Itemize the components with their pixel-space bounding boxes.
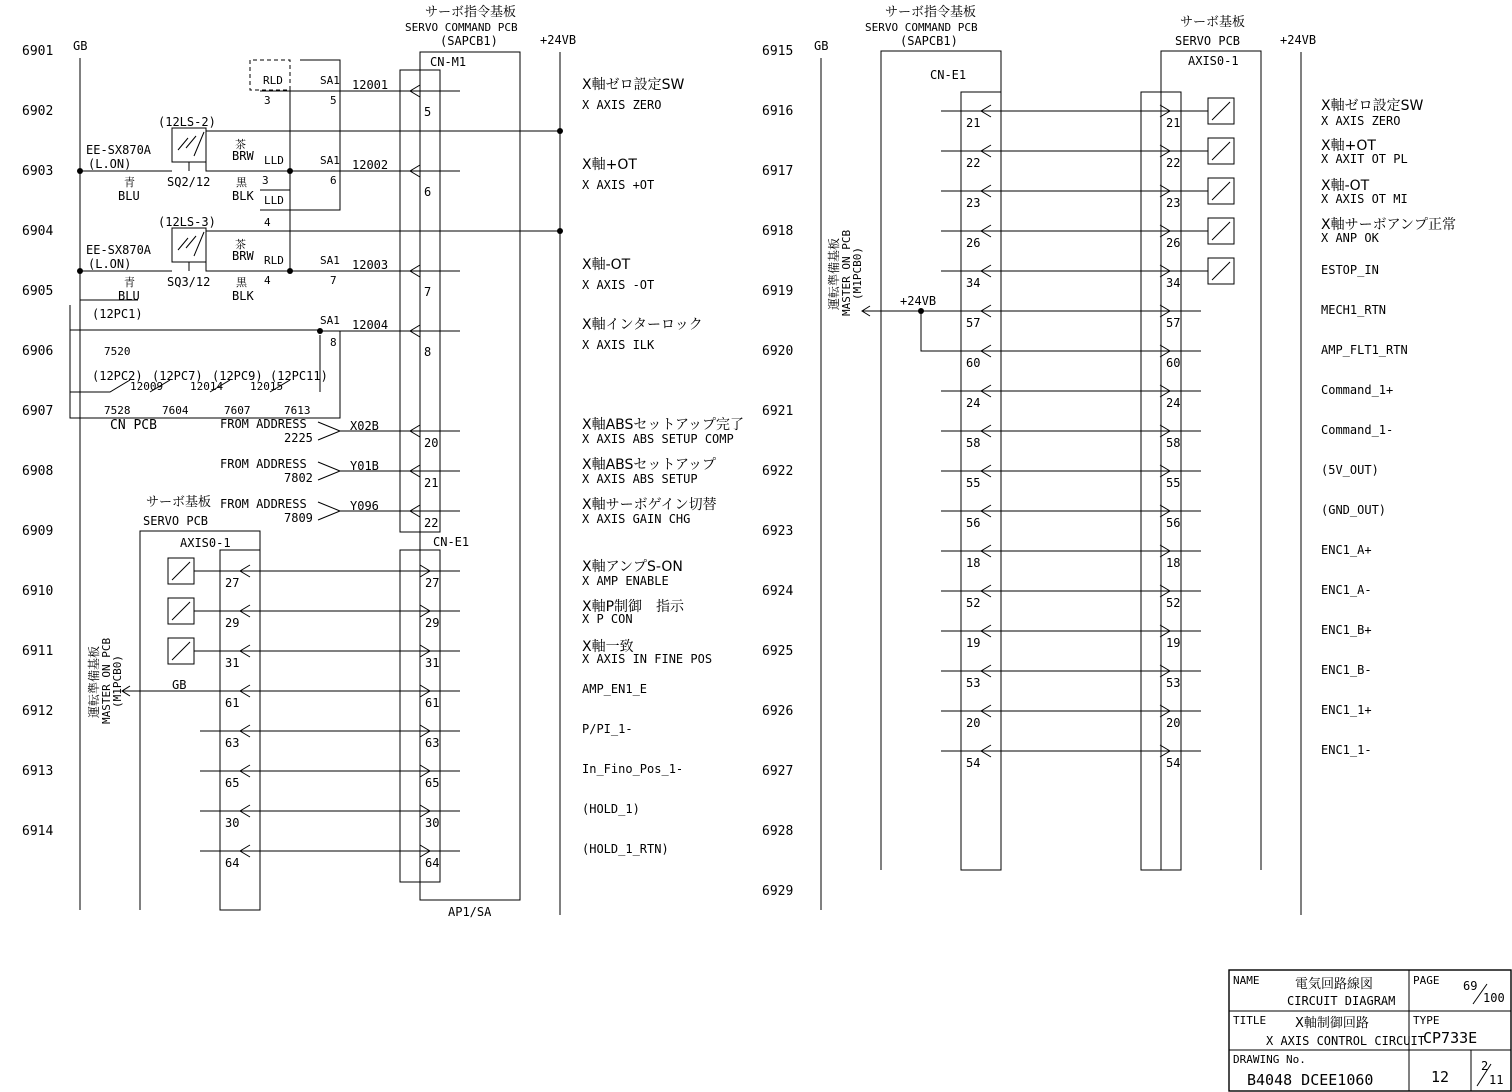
signal-jp: X軸+OT xyxy=(1321,138,1376,154)
relay-label: RLD xyxy=(264,254,284,267)
line-number: 6920 xyxy=(762,344,794,359)
servo-pcb-en: SERVO PCB xyxy=(143,514,209,528)
servo-pcb-right xyxy=(1161,51,1261,870)
signal-en: X P CON xyxy=(582,612,633,626)
rail-24v-label: +24VB xyxy=(540,33,577,47)
wire-color: BLK xyxy=(232,189,254,203)
relay-pin: 4 xyxy=(264,216,271,229)
pc-contact-label: (12PC7) xyxy=(152,369,203,383)
pc-wire-number: 12014 xyxy=(190,380,224,393)
line-number: 6917 xyxy=(762,164,794,179)
wire-color: BLK xyxy=(232,289,254,303)
signal-en: X ANP OK xyxy=(1321,231,1379,245)
master-on-pcb-left xyxy=(86,638,124,724)
line-number: 6921 xyxy=(762,404,794,419)
master-on-pcb-en: MASTER ON PCB xyxy=(840,229,853,316)
line-number: 6922 xyxy=(762,464,794,479)
wire-number: 12004 xyxy=(352,318,389,332)
left-arrows xyxy=(240,565,430,857)
signal-en: X AXIS ILK xyxy=(582,338,655,352)
signal-en: X AXIS +OT xyxy=(582,178,655,192)
wire-color-jp: 黒 xyxy=(236,176,247,189)
page-number: 69 xyxy=(1463,979,1478,993)
signal-en: ENC1_1+ xyxy=(1321,703,1372,717)
title-en: X AXIS CONTROL CIRCUIT xyxy=(1266,1034,1425,1048)
pin-number: 31 xyxy=(425,656,440,670)
cn-e1-label: CN-E1 xyxy=(930,68,967,82)
pc-contacts xyxy=(70,300,340,433)
pin-number: 24 xyxy=(1166,396,1181,410)
title-jp: X軸制御回路 xyxy=(1295,1016,1369,1031)
wire-numbers xyxy=(352,78,388,332)
relay-label: SA1 xyxy=(320,154,340,167)
signal-en: X AXIS ABS SETUP xyxy=(582,472,698,486)
pin-number: 18 xyxy=(1166,556,1181,570)
pin-number: 55 xyxy=(966,476,981,490)
pin-number: 22 xyxy=(424,516,439,530)
signal-en: (GND_OUT) xyxy=(1321,503,1387,517)
left-line-numbers xyxy=(22,44,53,839)
type-label: TYPE xyxy=(1413,1014,1440,1027)
signal-en: Command_1- xyxy=(1321,423,1394,437)
signal-jp: X軸サーボゲイン切替 xyxy=(582,497,717,513)
axis-label: AXIS0-1 xyxy=(180,536,231,550)
pc-wire-number: 7607 xyxy=(224,404,251,417)
pc-wire-number: 7604 xyxy=(162,404,189,417)
pin-number: 27 xyxy=(425,576,440,590)
relay-pin: 3 xyxy=(264,94,271,107)
line-number: 6907 xyxy=(22,404,54,419)
relay-label: SA1 xyxy=(320,314,340,327)
pin-number: 23 xyxy=(966,196,981,210)
wire-color: BRW xyxy=(232,249,254,263)
line-number: 6909 xyxy=(22,524,54,539)
pin-number: 53 xyxy=(1166,676,1181,690)
master-on-pcb-jp: 運転準備基板 xyxy=(827,237,841,310)
signal-en: (HOLD_1_RTN) xyxy=(582,842,669,856)
pin-number: 56 xyxy=(966,516,981,530)
pin-number: 56 xyxy=(1166,516,1181,530)
pin-number: 52 xyxy=(1166,596,1181,610)
sheet-number: 12 xyxy=(1431,1068,1450,1086)
pin-number: 26 xyxy=(1166,236,1181,250)
title-label: TITLE xyxy=(1233,1014,1267,1027)
pc-wire-number: 7520 xyxy=(104,345,131,358)
sub-number: 2 xyxy=(1481,1059,1489,1073)
signal-en: In_Fino_Pos_1- xyxy=(582,762,684,776)
name-jp: 電気回路線図 xyxy=(1295,977,1374,992)
relay-pin: 6 xyxy=(330,174,337,187)
line-number: 6916 xyxy=(762,104,794,119)
signal-en: ENC1_B- xyxy=(1321,663,1372,677)
signal-jp: X軸P制御 指示 xyxy=(582,599,685,615)
pin-number: 63 xyxy=(425,736,440,750)
pin-number: 24 xyxy=(966,396,981,410)
from-address-value: 7809 xyxy=(284,511,313,525)
pc-wire-number: 12015 xyxy=(250,380,284,393)
pin-number: 30 xyxy=(225,816,240,830)
line-number: 6919 xyxy=(762,284,794,299)
pin-number: 57 xyxy=(966,316,981,330)
pin-number: 60 xyxy=(966,356,981,370)
pin-number: 54 xyxy=(1166,756,1181,770)
pin-number: 21 xyxy=(424,476,439,490)
servo-pcb-en: SERVO PCB xyxy=(1175,34,1241,48)
left-signal-labels xyxy=(582,76,744,856)
wire-color-jp: 茶 xyxy=(235,138,246,151)
pin-number: 54 xyxy=(966,756,981,770)
title-block xyxy=(1229,970,1511,1091)
sensor-mode: (L.ON) xyxy=(88,257,132,271)
relay-pin: 7 xyxy=(330,274,337,287)
from-address-signal: X02B xyxy=(350,419,379,433)
signal-jp: X軸一致 xyxy=(582,639,634,655)
from-address-value: 7802 xyxy=(284,471,313,485)
line-number: 6923 xyxy=(762,524,794,539)
signal-jp: X軸ゼロ設定SW xyxy=(1321,98,1424,114)
line-number: 6912 xyxy=(22,704,54,719)
line-number: 6929 xyxy=(762,884,794,899)
sensor-mode: (L.ON) xyxy=(88,157,132,171)
master-on-pcb-code: (M1PCB0) xyxy=(851,247,864,300)
pin-number: 64 xyxy=(425,856,440,870)
servo-pcb-jp: サーボ基板 xyxy=(1180,15,1246,30)
wire-color: BLU xyxy=(118,289,140,303)
pin-number: 23 xyxy=(1166,196,1181,210)
pin-number: 61 xyxy=(225,696,240,710)
signal-en: P/PI_1- xyxy=(582,722,633,736)
pin-number: 20 xyxy=(424,436,439,450)
from-address-value: 2225 xyxy=(284,431,313,445)
signal-en: ENC1_A+ xyxy=(1321,543,1372,557)
pc-contact-label: (12PC2) xyxy=(92,369,143,383)
wire-number: 12002 xyxy=(352,158,389,172)
pc-contact-label: (12PC11) xyxy=(270,369,328,383)
line-number: 6924 xyxy=(762,584,794,599)
relay-label: LLD xyxy=(264,194,284,207)
signal-jp: X軸ゼロ設定SW xyxy=(582,77,685,93)
relay-pin: 5 xyxy=(330,94,337,107)
from-address-block xyxy=(220,417,379,525)
wire-number: 12003 xyxy=(352,258,389,272)
pin-number: 5 xyxy=(424,105,432,119)
line-number: 6906 xyxy=(22,344,54,359)
servo-pcb-left xyxy=(140,494,260,910)
line-number: 6901 xyxy=(22,44,54,59)
pin-number: 65 xyxy=(225,776,240,790)
pin-number: 58 xyxy=(966,436,981,450)
pin-number: 31 xyxy=(225,656,240,670)
from-address-label: FROM ADDRESS xyxy=(220,497,307,511)
pin-number: 19 xyxy=(1166,636,1181,650)
pin-number: 57 xyxy=(1166,316,1181,330)
right-signal-labels xyxy=(1321,97,1456,757)
relay-pin: 4 xyxy=(264,274,271,287)
signal-en: ENC1_A- xyxy=(1321,583,1372,597)
line-number: 6903 xyxy=(22,164,54,179)
wire-color-jp: 青 xyxy=(124,276,135,289)
signal-en: ENC1_1- xyxy=(1321,743,1372,757)
relay-label: SA1 xyxy=(320,74,340,87)
servo-command-pcb-en: SERVO COMMAND PCB xyxy=(865,21,978,34)
pin-number: 29 xyxy=(425,616,440,630)
sensor-12ls-2 xyxy=(77,115,560,203)
from-address-signal: Y096 xyxy=(350,499,379,513)
relay-label: RLD xyxy=(263,74,283,87)
pin-number: 55 xyxy=(1166,476,1181,490)
line-number: 6910 xyxy=(22,584,54,599)
signal-jp: X軸+OT xyxy=(582,157,637,173)
signal-en: X AXIS GAIN CHG xyxy=(582,512,691,526)
page-total: 100 xyxy=(1483,991,1505,1005)
line-number: 6918 xyxy=(762,224,794,239)
right-pin-numbers xyxy=(966,116,1180,770)
drawing-label: DRAWING No. xyxy=(1233,1053,1306,1066)
relay-pin: 8 xyxy=(330,336,337,349)
line-number: 6928 xyxy=(762,824,794,839)
name-label: NAME xyxy=(1233,974,1260,987)
pin-number: 26 xyxy=(966,236,981,250)
drawing-number: B4048 DCEE1060 xyxy=(1247,1071,1374,1089)
name-en: CIRCUIT DIAGRAM xyxy=(1287,994,1396,1008)
from-address-label: FROM ADDRESS xyxy=(220,457,307,471)
line-number: 6925 xyxy=(762,644,794,659)
master-on-pcb-en: MASTER ON PCB xyxy=(100,637,113,724)
from-address-signal: Y01B xyxy=(350,459,379,473)
servo-command-pcb-code: (SAPCB1) xyxy=(900,34,958,48)
rail-24v-label: +24VB xyxy=(1280,33,1317,47)
pin-number: 7 xyxy=(424,285,432,299)
signal-jp: X軸-OT xyxy=(1321,178,1370,194)
pin-number: 61 xyxy=(425,696,440,710)
signal-en: X AXIS OT MI xyxy=(1321,192,1408,206)
wire-color: BRW xyxy=(232,149,254,163)
pc-wire-number: 12009 xyxy=(130,380,164,393)
wire-color-jp: 黒 xyxy=(236,276,247,289)
sensor-model: EE-SX870A xyxy=(86,243,152,257)
pc-wire-number: 7613 xyxy=(284,404,311,417)
sensor-model: EE-SX870A xyxy=(86,143,152,157)
line-number: 6911 xyxy=(22,644,54,659)
pin-number: 8 xyxy=(424,345,432,359)
rail-gb-label: GB xyxy=(73,39,88,53)
pin-number: 34 xyxy=(966,276,981,290)
servo-command-pcb-code: (SAPCB1) xyxy=(440,34,498,48)
signal-en: Command_1+ xyxy=(1321,383,1394,397)
line-number: 6904 xyxy=(22,224,54,239)
pin-number: 60 xyxy=(1166,356,1181,370)
signal-en: AMP_EN1_E xyxy=(582,682,648,696)
pin-number: 27 xyxy=(225,576,240,590)
signal-en: X AXIS ABS SETUP COMP xyxy=(582,432,734,446)
signal-en: ENC1_B+ xyxy=(1321,623,1372,637)
line-number: 6905 xyxy=(22,284,54,299)
sensor-ref: (12LS-3) xyxy=(158,215,216,229)
servo-command-pcb-jp: サーボ指令基板 xyxy=(425,5,517,20)
pin-number: 58 xyxy=(1166,436,1181,450)
pin-number: 20 xyxy=(966,716,981,730)
relay-label: LLD xyxy=(264,154,284,167)
right-line-numbers xyxy=(762,44,793,899)
plus24-label: +24VB xyxy=(900,294,937,308)
signal-en: X AXIT OT PL xyxy=(1321,152,1408,166)
cn-m1-label: CN-M1 xyxy=(430,55,467,69)
pin-number: 19 xyxy=(966,636,981,650)
pin-number: 29 xyxy=(225,616,240,630)
pc-wire-number: 7528 xyxy=(104,404,131,417)
line-number: 6913 xyxy=(22,764,54,779)
pin-number: 52 xyxy=(966,596,981,610)
pin-number: 65 xyxy=(425,776,440,790)
wire-color: BLU xyxy=(118,189,140,203)
wire-color-jp: 茶 xyxy=(235,238,246,251)
line-number: 6927 xyxy=(762,764,794,779)
servo-command-pcb-en: SERVO COMMAND PCB xyxy=(405,21,518,34)
sensor-sq: SQ3/12 xyxy=(167,275,211,289)
servo-command-pcb-jp: サーボ指令基板 xyxy=(885,5,977,20)
line-number: 6914 xyxy=(22,824,54,839)
cn-e1-label: CN-E1 xyxy=(433,535,470,549)
sensor-ref: (12LS-2) xyxy=(158,115,216,129)
left-pin-rows xyxy=(200,571,460,851)
pin-number: 63 xyxy=(225,736,240,750)
pin-number: 20 xyxy=(1166,716,1181,730)
signal-jp: X軸サーボアンプ正常 xyxy=(1321,217,1457,233)
pin-number: 21 xyxy=(1166,116,1181,130)
wire-color-jp: 青 xyxy=(124,176,135,189)
signal-jp: X軸ABSセットアップ完了 xyxy=(582,417,745,433)
wire-number: 12001 xyxy=(352,78,389,92)
master-on-pcb-code: (M1PCB0) xyxy=(111,655,124,708)
signal-en: X AXIS ZERO xyxy=(582,98,662,112)
ap1-label: AP1/SA xyxy=(448,905,492,919)
sensor-sq: SQ2/12 xyxy=(167,175,211,189)
pin-number: 21 xyxy=(966,116,981,130)
pin-number: 34 xyxy=(1166,276,1181,290)
line-number: 6915 xyxy=(762,44,794,59)
sapcb1-board-right xyxy=(881,51,1001,870)
line-number: 6902 xyxy=(22,104,54,119)
pin-number: 53 xyxy=(966,676,981,690)
left-e1-pin-numbers xyxy=(225,576,439,870)
signal-en: (HOLD_1) xyxy=(582,802,640,816)
relay-label: SA1 xyxy=(320,254,340,267)
signal-jp: X軸ABSセットアップ xyxy=(582,457,717,473)
signal-en: ESTOP_IN xyxy=(1321,263,1379,277)
sensor-12ls-3 xyxy=(77,215,560,303)
line-number: 6908 xyxy=(22,464,54,479)
pin-number: 6 xyxy=(424,185,432,199)
sub-total: 11 xyxy=(1489,1073,1504,1087)
pin-number: 22 xyxy=(1166,156,1181,170)
type-value: CP733E xyxy=(1423,1029,1478,1047)
cn-pcb-label: CN PCB xyxy=(110,418,157,433)
pc-contact-label: (12PC1) xyxy=(92,307,143,321)
signal-en: MECH1_RTN xyxy=(1321,303,1387,317)
from-address-label: FROM ADDRESS xyxy=(220,417,307,431)
signal-en: X AMP ENABLE xyxy=(582,574,669,588)
pin-number: 30 xyxy=(425,816,440,830)
master-on-pcb-right xyxy=(826,230,864,316)
relay-pin: 3 xyxy=(262,174,269,187)
signal-jp: X軸インターロック xyxy=(582,317,703,333)
signal-en: X AXIS IN FINE POS xyxy=(582,652,713,666)
pin-number: 22 xyxy=(966,156,981,170)
signal-en: AMP_FLT1_RTN xyxy=(1321,343,1408,357)
pin-number: 18 xyxy=(966,556,981,570)
pc-contact-label: (12PC9) xyxy=(212,369,263,383)
right-io-icons xyxy=(1208,98,1234,284)
relay-contacts xyxy=(250,60,340,349)
pin-number: 64 xyxy=(225,856,240,870)
line-number: 6926 xyxy=(762,704,794,719)
signal-en: (5V_OUT) xyxy=(1321,463,1379,477)
page-label: PAGE xyxy=(1413,974,1440,987)
cn-m1-pins xyxy=(424,105,438,530)
gb-label: GB xyxy=(172,678,187,692)
signal-en: X AXIS ZERO xyxy=(1321,114,1401,128)
master-on-pcb-jp: 運転準備基板 xyxy=(87,645,101,718)
signal-jp: X軸-OT xyxy=(582,257,631,273)
servo-pcb-jp: サーボ基板 xyxy=(146,495,212,510)
rail-gb-label: GB xyxy=(814,39,829,53)
signal-en: X AXIS -OT xyxy=(582,278,655,292)
signal-jp: X軸アンプS-ON xyxy=(582,559,683,575)
axis-label: AXIS0-1 xyxy=(1188,54,1239,68)
